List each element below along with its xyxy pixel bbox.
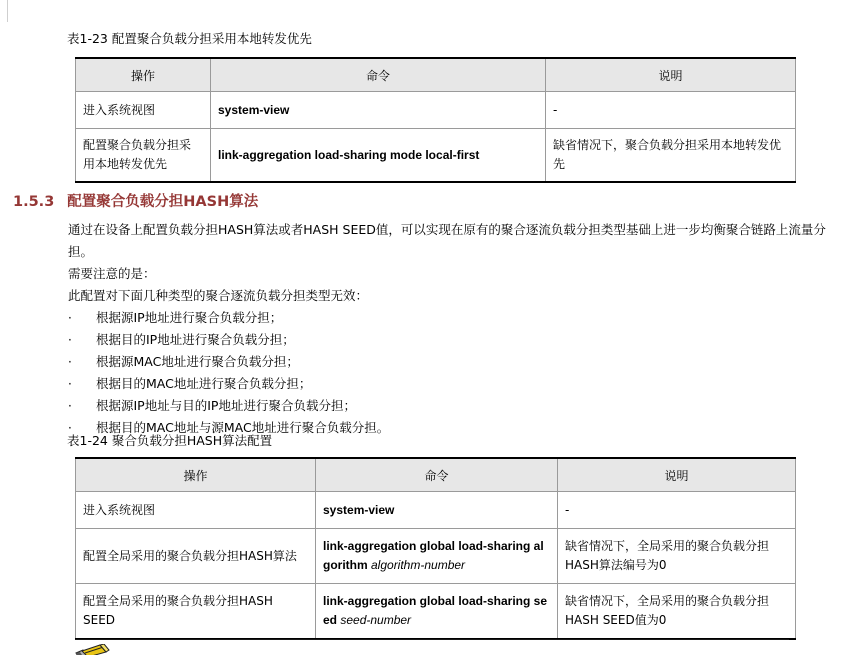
operation-cell: 配置全局采用的聚合负载分担HASH SEED — [76, 584, 316, 640]
description-cell: - — [546, 92, 796, 129]
bullet-icon: · — [68, 421, 72, 435]
paragraph: 通过在设备上配置负载分担HASH算法或者HASH SEED值，可以实现在原有的聚合逐流负载分担类型基础上进一步均衡聚合链路上流量分担。 — [68, 222, 826, 259]
operation-cell: 进入系统视图 — [76, 492, 316, 529]
section-heading — [13, 190, 258, 211]
bullet-icon: · — [68, 333, 72, 347]
command-cell — [211, 129, 546, 183]
table-row — [76, 129, 796, 183]
list-item — [68, 329, 850, 351]
section-title: 配置聚合负载分担HASH算法 — [67, 194, 259, 210]
list-item-text: 根据目的MAC地址进行聚合负载分担； — [96, 376, 312, 391]
operation-cell: 配置全局采用的聚合负载分担HASH算法 — [76, 529, 316, 584]
command-cell — [316, 492, 558, 529]
list-item — [68, 373, 850, 395]
command-keyword: system-view — [323, 502, 395, 517]
paragraph: 此配置对下面几种类型的聚合逐流负载分担类型无效： — [68, 288, 369, 303]
table-hash-config — [75, 457, 796, 640]
table1-caption: 表1-23 配置聚合负载分担采用本地转发优先 — [67, 31, 312, 46]
operation-cell: 配置聚合负载分担采用本地转发优先 — [76, 129, 211, 183]
list-item — [68, 351, 850, 373]
table-row — [76, 529, 796, 584]
col-header-description: 说明 — [558, 458, 796, 492]
list-item — [68, 395, 850, 417]
command-cell — [316, 584, 558, 640]
col-header-operation: 操作 — [76, 58, 211, 92]
description-cell: - — [558, 492, 796, 529]
description-cell: 缺省情况下，全局采用的聚合负载分担HASH算法编号为0 — [558, 529, 796, 584]
bullet-icon: · — [68, 311, 72, 325]
col-header-command: 命令 — [211, 58, 546, 92]
command-parameter: seed-number — [340, 613, 412, 627]
command-parameter: algorithm-number — [371, 558, 466, 572]
section-number: 1.5.3 — [13, 194, 55, 210]
command-keyword: link-aggregation global load-sharing algorithm — [323, 539, 544, 572]
list-item-text: 根据目的IP地址进行聚合负载分担； — [96, 332, 295, 347]
table-row — [76, 92, 796, 129]
bullet-icon: · — [68, 399, 72, 413]
table2-caption: 表1-24 聚合负载分担HASH算法配置 — [67, 433, 273, 448]
table-row — [76, 492, 796, 529]
command-cell — [211, 92, 546, 129]
note-box-top-rule — [75, 639, 789, 640]
operation-cell: 进入系统视图 — [76, 92, 211, 129]
page-edge-line — [7, 0, 8, 22]
table-header-row — [76, 458, 796, 492]
col-header-operation: 操作 — [76, 458, 316, 492]
command-keyword: system-view — [218, 102, 290, 117]
bullet-icon: · — [68, 377, 72, 391]
list-item-text: 根据源IP地址进行聚合负载分担； — [96, 310, 283, 325]
table-local-first — [75, 57, 796, 183]
description-cell: 缺省情况下，全局采用的聚合负载分担HASH SEED值为0 — [558, 584, 796, 640]
pencil-note-icon — [74, 644, 110, 655]
command-cell — [316, 529, 558, 584]
command-keyword: link-aggregation global load-sharing seed — [323, 594, 548, 627]
body-text — [68, 219, 850, 439]
list-item-text: 根据源IP地址与目的IP地址进行聚合负载分担； — [96, 398, 356, 413]
description-cell: 缺省情况下，聚合负载分担采用本地转发优先 — [546, 129, 796, 183]
col-header-description: 说明 — [546, 58, 796, 92]
col-header-command: 命令 — [316, 458, 558, 492]
table-row — [76, 584, 796, 640]
command-keyword: link-aggregation load-sharing mode local-first — [218, 147, 480, 162]
table-header-row — [76, 58, 796, 92]
bullet-icon: · — [68, 355, 72, 369]
paragraph: 需要注意的是： — [68, 266, 156, 281]
list-item — [68, 307, 850, 329]
list-item-text: 根据目的MAC地址与源MAC地址进行聚合负载分担。 — [96, 420, 390, 435]
list-item-text: 根据源MAC地址进行聚合负载分担； — [96, 354, 299, 369]
